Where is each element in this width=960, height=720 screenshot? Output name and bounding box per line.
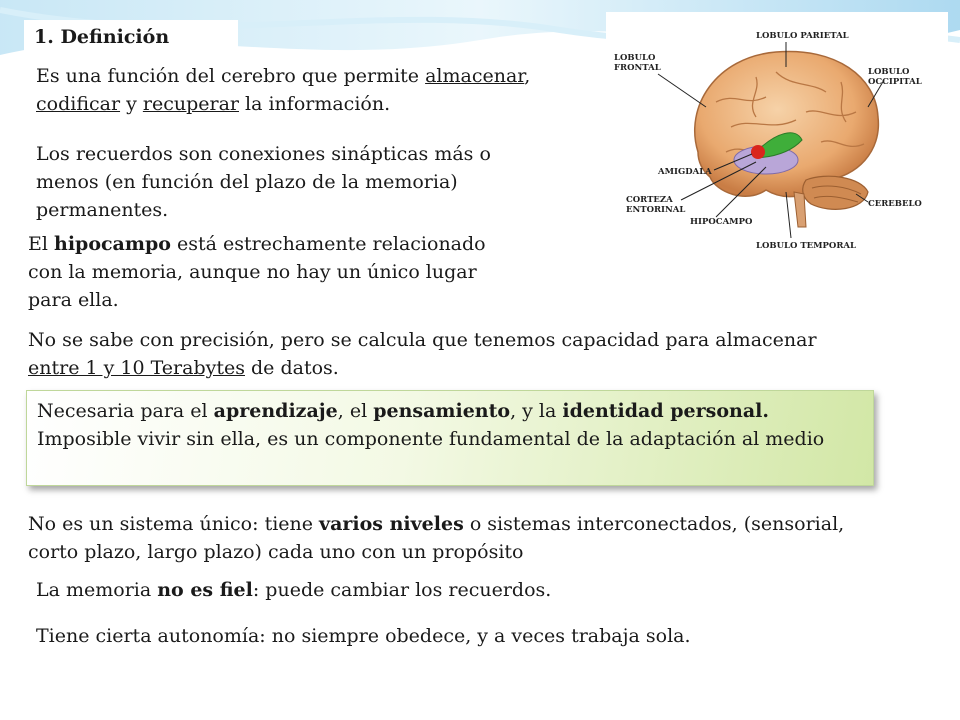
brain-diagram (606, 12, 948, 266)
label-corteza-2: ENTORINAL (626, 205, 686, 215)
term-codificar: codificar (36, 93, 121, 115)
definition-text-2: , (524, 65, 531, 87)
label-lobulo-temporal: LOBULO TEMPORAL (756, 241, 856, 251)
fidelity-text-2: : puede cambiar los recuerdos. (252, 579, 552, 601)
levels-text-2: o sistemas interconectados, (sensorial, corto plazo, largo plazo) cada uno con un propósito (28, 513, 845, 563)
hippocampus-paragraph (20, 228, 530, 316)
term-varios-niveles: varios niveles (319, 513, 464, 535)
fidelity-text-1: La memoria (36, 579, 158, 601)
hippocampus-text-1: El (28, 233, 54, 255)
hippocampus-text-2: está estrechamente relacionado con la memoria, aunque no hay un único lugar para ella. (28, 233, 486, 311)
levels-text-1: No es un sistema único: tiene (28, 513, 320, 535)
brain-illustration (606, 12, 948, 266)
capacity-text-1: No se sabe con precisión, pero se calcula que tenemos capacidad para almacenar (28, 329, 817, 351)
label-lobulo-frontal-2: FRONTAL (614, 63, 661, 73)
term-terabytes: entre 1 y 10 Terabytes (28, 357, 245, 379)
definition-text-3: y (120, 93, 143, 115)
label-lobulo-occipital-1: LOBULO (868, 67, 910, 77)
definition-text-4: la información. (238, 93, 391, 115)
highlight-text-4: Imposible vivir sin ella, es un componente fundamental de la adaptación al medio (37, 428, 825, 450)
label-cerebelo: CEREBELO (868, 199, 922, 209)
term-recuperar: recuperar (142, 93, 239, 115)
term-identidad-personal: identidad personal. (562, 400, 769, 422)
term-almacenar: almacenar (425, 65, 525, 87)
definition-text-1: Es una función del cerebro que permite (36, 65, 426, 87)
highlight-text-2: , el (337, 400, 374, 422)
levels-paragraph (20, 508, 880, 568)
label-corteza-1: CORTEZA (626, 195, 673, 205)
label-lobulo-parietal: LOBULO PARIETAL (756, 31, 849, 41)
label-hipocampo: HIPOCAMPO (690, 217, 753, 227)
term-hipocampo: hipocampo (54, 233, 171, 255)
definition-paragraph (26, 58, 580, 122)
highlight-text-1: Necesaria para el (37, 400, 214, 422)
slide-title: 1. Definición (34, 26, 170, 48)
highlight-text-3: , y la (510, 400, 563, 422)
highlight-box (26, 390, 874, 486)
capacity-text-2: de datos. (244, 357, 339, 379)
term-pensamiento: pensamiento (373, 400, 511, 422)
slide-title-box (24, 20, 238, 58)
fidelity-paragraph (26, 574, 886, 606)
autonomy-paragraph: Tiene cierta autonomía: no siempre obedece, y a veces trabaja sola. (36, 625, 691, 647)
memories-paragraph: Los recuerdos son conexiones sinápticas más o menos (en función del plazo de la memoria) permanentes. (26, 136, 526, 228)
capacity-paragraph (20, 324, 880, 384)
term-aprendizaje: aprendizaje (213, 400, 338, 422)
label-lobulo-frontal-1: LOBULO (614, 53, 656, 63)
term-no-es-fiel: no es fiel (157, 579, 253, 601)
label-lobulo-occipital-2: OCCIPITAL (868, 77, 922, 87)
label-amigdala: AMIGDALA (658, 167, 712, 177)
